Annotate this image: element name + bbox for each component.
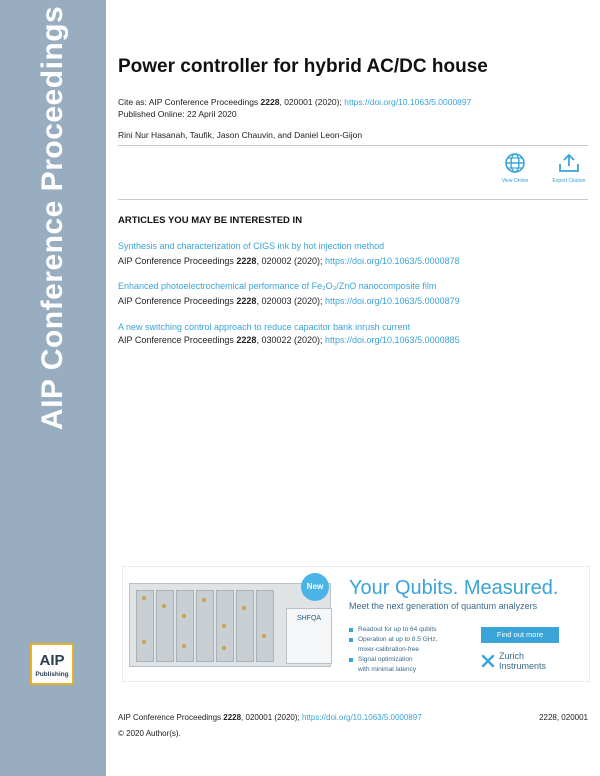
ad-headline: Your Qubits. Measured. [349, 577, 559, 599]
logo-main-text: AIP [39, 652, 65, 669]
ad-bullet: Signal optimization [349, 655, 438, 665]
page-number: 2228, 020001 [539, 713, 588, 722]
related-article-title[interactable]: Enhanced photoelectrochemical performance of Fe₂O₃/ZnO nanocomposite film [118, 281, 437, 291]
ad-bullet: Readout for up to 64 qubits [349, 625, 438, 635]
authors: Rini Nur Hasanah, Taufik, Jason Chauvin, and Daniel Leon-Gijon [118, 130, 363, 140]
sidebar [0, 0, 106, 776]
export-icon [557, 152, 581, 174]
zurich-logo-icon [481, 654, 495, 668]
journal-name: AIP Conference Proceedings [118, 335, 237, 345]
journal-title-vertical: AIP Conference Proceedings [36, 5, 69, 430]
journal-name: AIP Conference Proceedings [118, 296, 237, 306]
cite-suffix: , 020001 (2020); [279, 97, 345, 107]
view-online-label: View Online [501, 178, 529, 184]
ad-subhead: Meet the next generation of quantum analyzers [349, 601, 538, 611]
zurich-instruments-logo [481, 651, 571, 675]
company-line-2: Instruments [499, 661, 547, 671]
article-title: Power controller for hybrid AC/DC house [118, 56, 488, 77]
article-doi-link[interactable]: https://doi.org/10.1063/5.0000897 [344, 97, 472, 107]
related-article-title[interactable]: A new switching control approach to reduce capacitor bank inrush current [118, 322, 411, 332]
ad-bullet-continued: mixer-calibration-free [358, 646, 420, 653]
footer-journal: AIP Conference Proceedings [118, 713, 224, 722]
cite-prefix: Cite as: AIP Conference Proceedings [118, 97, 261, 107]
related-article-citation [118, 335, 460, 345]
divider [118, 145, 588, 146]
aip-publishing-logo[interactable] [30, 643, 74, 685]
ad-bullet: Operation at up to 8.5 GHz, [349, 635, 438, 645]
volume: 2228 [236, 256, 257, 266]
instrument-image [129, 583, 331, 667]
doi-link[interactable]: https://doi.org/10.1063/5.0000878 [325, 256, 460, 266]
cite-as [118, 97, 471, 107]
pages: , 030022 (2020); [256, 335, 325, 345]
doi-link[interactable]: https://doi.org/10.1063/5.0000879 [325, 296, 460, 306]
ad-bullet-continued: with minimal latency [358, 666, 417, 673]
logo-sub-text: Publishing [35, 671, 69, 678]
footer-pages: , 020001 (2020); [241, 713, 302, 722]
volume: 2228 [236, 335, 257, 345]
doi-link[interactable]: https://doi.org/10.1063/5.0000885 [325, 335, 460, 345]
export-citation-label: Export Citation [552, 178, 586, 184]
find-out-more-button[interactable]: Find out more [481, 627, 559, 643]
related-articles-heading: ARTICLES YOU MAY BE INTERESTED IN [118, 215, 303, 226]
company-name [499, 651, 546, 671]
panel-brand: SHFQA [296, 615, 322, 622]
divider [118, 199, 588, 200]
advertisement-banner[interactable] [122, 566, 590, 682]
copyright: © 2020 Author(s). [118, 729, 181, 738]
journal-name: AIP Conference Proceedings [118, 256, 237, 266]
pages: , 020002 (2020); [256, 256, 325, 266]
pages: , 020003 (2020); [256, 296, 325, 306]
cite-volume: 2228 [260, 97, 280, 107]
related-article-citation [118, 296, 460, 306]
published-date: Published Online: 22 April 2020 [118, 109, 237, 119]
instrument-front-panel [286, 608, 332, 664]
related-article-citation [118, 256, 460, 266]
ad-bullet-list [349, 625, 438, 675]
globe-icon [504, 152, 526, 174]
view-online-button[interactable] [494, 152, 536, 184]
footer-doi-link[interactable]: https://doi.org/10.1063/5.0000897 [301, 713, 422, 722]
footer-citation [118, 713, 422, 722]
footer-volume: 2228 [223, 713, 242, 722]
volume: 2228 [236, 296, 257, 306]
export-citation-button[interactable] [548, 152, 590, 184]
company-line-1: Zurich [499, 651, 525, 661]
new-badge: New [301, 573, 329, 601]
related-article-title[interactable]: Synthesis and characterization of CIGS ink by hot injection method [118, 241, 385, 251]
